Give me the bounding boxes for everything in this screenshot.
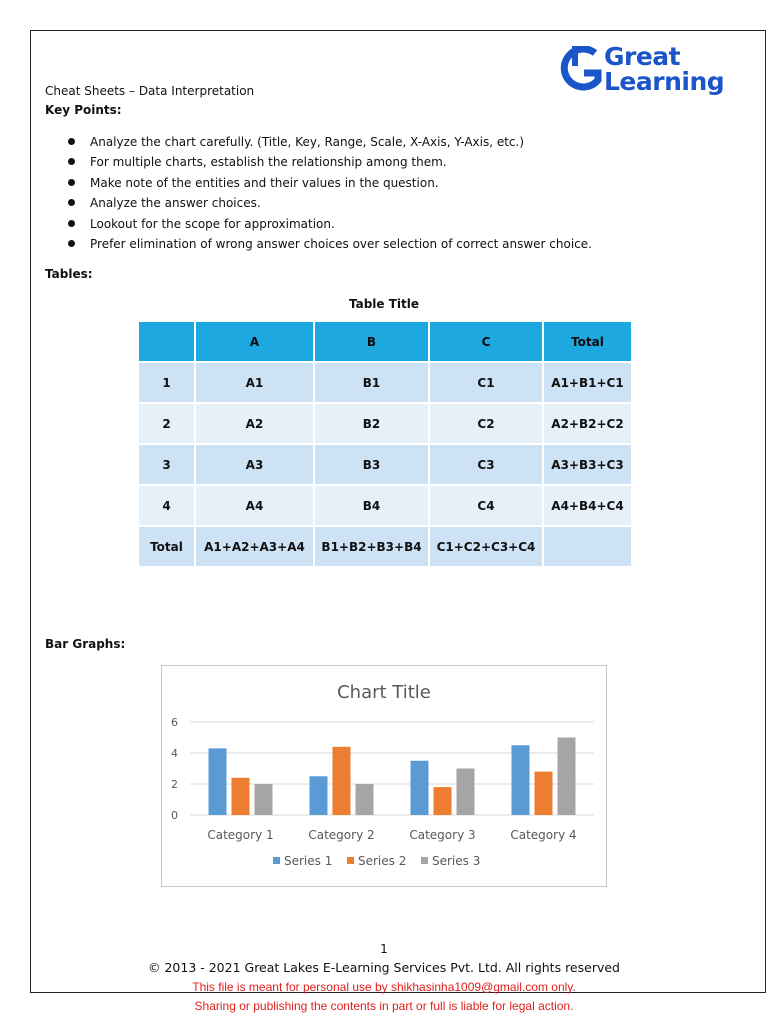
table-cell: 2 <box>138 403 195 444</box>
chart-bar <box>356 784 374 815</box>
table-row <box>138 362 632 403</box>
table-cell: C4 <box>429 485 543 526</box>
y-tick-label: 0 <box>171 809 178 822</box>
copyright-notice: © 2013 - 2021 Great Lakes E-Learning Services Pvt. Ltd. All rights reserved <box>147 960 620 975</box>
table-header-cell: Total <box>543 321 632 362</box>
usage-warning-line-1: This file is meant for personal use by shikhasinha1009@gmail.com only. <box>192 980 576 994</box>
chart-bar <box>333 747 351 815</box>
table-header-row <box>138 321 632 362</box>
x-tick-label: Category 1 <box>207 828 274 842</box>
table-cell: C1+C2+C3+C4 <box>429 526 543 567</box>
x-tick-label: Category 2 <box>308 828 375 842</box>
logo-wordmark <box>604 44 724 94</box>
chart-bar <box>310 776 328 815</box>
table-cell: A1+B1+C1 <box>543 362 632 403</box>
legend-swatch <box>421 857 428 864</box>
chart-title: Chart Title <box>337 682 431 703</box>
table-row <box>138 444 632 485</box>
table-cell: A3+B3+C3 <box>543 444 632 485</box>
key-points-heading: Key Points: <box>45 103 122 117</box>
chart-bar <box>411 761 429 815</box>
table-cell: C2 <box>429 403 543 444</box>
legend-swatch <box>273 857 280 864</box>
tables-heading: Tables: <box>45 267 93 281</box>
table-header-cell: B <box>314 321 429 362</box>
list-item: Lookout for the scope for approximation. <box>68 215 592 235</box>
legend-label: Series 3 <box>432 854 481 868</box>
page-number: 1 <box>380 942 388 956</box>
legend-swatch <box>347 857 354 864</box>
list-item: Make note of the entities and their values in the question. <box>68 174 592 194</box>
document-title: Cheat Sheets – Data Interpretation <box>45 84 255 98</box>
table-cell: 1 <box>138 362 195 403</box>
usage-warning-line-2: Sharing or publishing the contents in part or full is liable for legal action. <box>194 999 574 1013</box>
logo-line-1: Great <box>604 42 681 71</box>
table-cell: A4 <box>195 485 314 526</box>
great-learning-logo <box>558 44 728 100</box>
bar-graphs-heading: Bar Graphs: <box>45 637 126 651</box>
table-cell: B4 <box>314 485 429 526</box>
y-tick-label: 4 <box>171 747 178 760</box>
table-cell: A2 <box>195 403 314 444</box>
chart-bar <box>209 748 227 815</box>
table-row <box>138 485 632 526</box>
table-title: Table Title <box>348 297 420 311</box>
list-item: Analyze the answer choices. <box>68 194 592 214</box>
chart-bar <box>535 772 553 815</box>
table-cell: A1 <box>195 362 314 403</box>
table-cell: C1 <box>429 362 543 403</box>
example-table <box>137 320 633 568</box>
chart-bar <box>232 778 250 815</box>
table-cell: A1+A2+A3+A4 <box>195 526 314 567</box>
table-cell <box>543 526 632 567</box>
table-row <box>138 403 632 444</box>
chart-bar <box>255 784 273 815</box>
table-cell: B3 <box>314 444 429 485</box>
table-cell: 4 <box>138 485 195 526</box>
table-cell: 3 <box>138 444 195 485</box>
list-item: Prefer elimination of wrong answer choices over selection of correct answer choice. <box>68 235 592 255</box>
table-cell: B1 <box>314 362 429 403</box>
table-header-cell: C <box>429 321 543 362</box>
table-cell: B1+B2+B3+B4 <box>314 526 429 567</box>
list-item: For multiple charts, establish the relationship among them. <box>68 153 592 173</box>
x-tick-label: Category 3 <box>409 828 476 842</box>
chart-bar <box>457 769 475 816</box>
table-total-row <box>138 526 632 567</box>
bar-chart-svg <box>162 666 606 886</box>
list-item: Analyze the chart carefully. (Title, Key, Range, Scale, X-Axis, Y-Axis, etc.) <box>68 133 592 153</box>
bar-chart <box>161 665 607 887</box>
table-cell: A3 <box>195 444 314 485</box>
chart-bar <box>512 745 530 815</box>
legend-label: Series 2 <box>358 854 407 868</box>
table-cell: Total <box>138 526 195 567</box>
logo-line-2: Learning <box>604 67 725 96</box>
table-cell: A4+B4+C4 <box>543 485 632 526</box>
x-tick-label: Category 4 <box>510 828 577 842</box>
y-tick-label: 2 <box>171 778 178 791</box>
great-learning-g-logo-icon <box>558 46 604 98</box>
table-header-cell: A <box>195 321 314 362</box>
table-cell: A2+B2+C2 <box>543 403 632 444</box>
chart-bar <box>434 787 452 815</box>
chart-bar <box>558 738 576 816</box>
legend-label: Series 1 <box>284 854 333 868</box>
key-points-list <box>68 133 592 255</box>
table-header-cell <box>138 321 195 362</box>
table-cell: C3 <box>429 444 543 485</box>
y-tick-label: 6 <box>171 716 178 729</box>
table-cell: B2 <box>314 403 429 444</box>
